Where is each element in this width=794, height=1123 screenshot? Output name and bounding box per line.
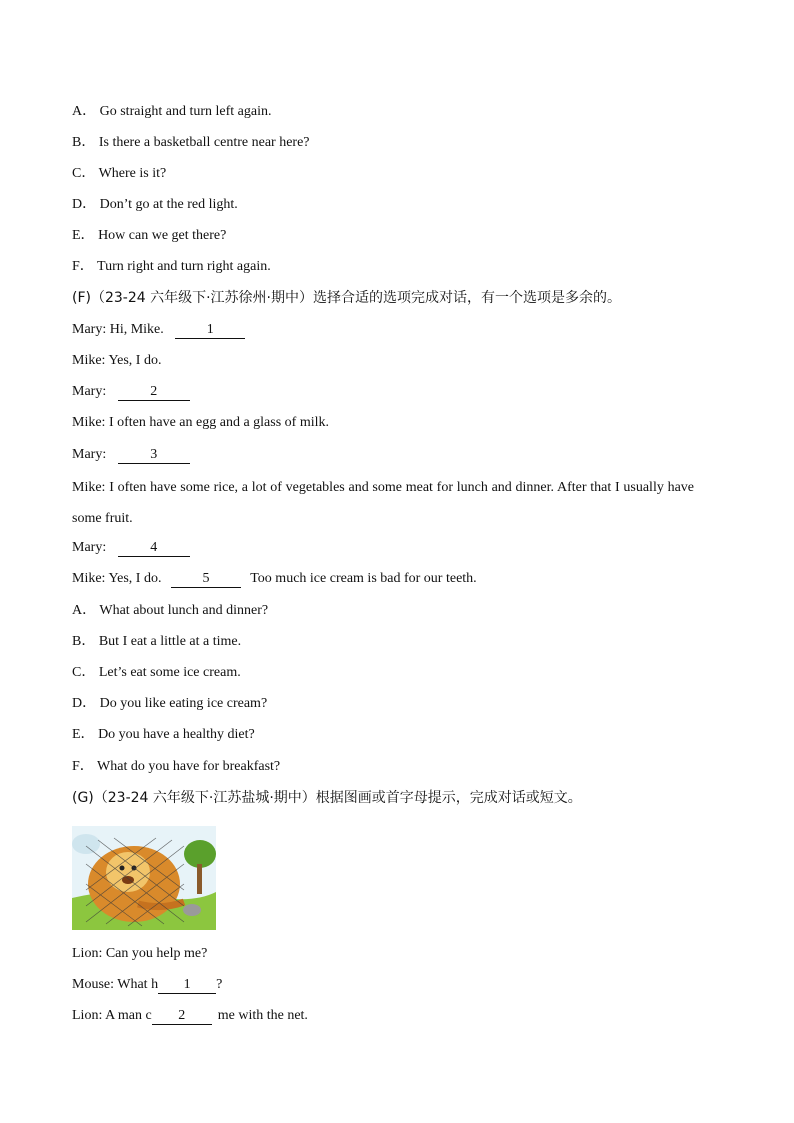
dialogue-line: Mary: Hi, Mike. 1: [72, 320, 245, 340]
answer-blank[interactable]: 3: [118, 447, 190, 464]
dialogue-line: Mike: I often have an egg and a glass of milk.: [72, 415, 329, 430]
dialogue-line: Mary: 3: [72, 445, 190, 465]
answer-blank[interactable]: 5: [171, 571, 241, 588]
option-a: A． What about lunch and dinner?: [72, 603, 269, 618]
option-c: C． Let’s eat some ice cream.: [72, 665, 241, 680]
dialogue-line: Lion: Can you help me?: [72, 946, 208, 961]
answer-blank[interactable]: 4: [118, 540, 190, 557]
lion-in-net-illustration: [72, 826, 216, 930]
dialogue-line: Mike: I often have some rice, a lot of vegetables and some meat for lunch and dinner. After that I usually have some fruit.: [72, 480, 695, 526]
option-f: F． What do you have for breakfast?: [72, 759, 281, 774]
option-d: D． Do you like eating ice cream?: [72, 696, 268, 711]
dialogue-line: Mouse: What h 1 ?: [72, 977, 223, 992]
section-g-heading: (G)（23-24 六年级下·江苏盐城·期中）根据图画或首字母提示，完成对话或短文。: [72, 790, 582, 806]
option-e: E． Do you have a healthy diet?: [72, 727, 255, 742]
dialogue-line: Mike: Yes, I do. 5 Too much ice cream is bad for our teeth.: [72, 571, 477, 586]
option-d: D． Don’t go at the red light.: [72, 197, 238, 212]
section-f-heading: (F)（23-24 六年级下·江苏徐州·期中）选择合适的选项完成对话，有一个选项是多余的。: [72, 290, 622, 306]
answer-blank[interactable]: 2: [118, 384, 190, 401]
option-c: C． Where is it?: [72, 166, 167, 181]
option-e: E． How can we get there?: [72, 228, 227, 243]
option-a: A． Go straight and turn left again.: [72, 104, 272, 119]
option-b: B． But I eat a little at a time.: [72, 634, 242, 649]
option-f: F． Turn right and turn right again.: [72, 259, 271, 274]
answer-blank[interactable]: 2: [152, 1008, 212, 1025]
option-b: B． Is there a basketball centre near here?: [72, 135, 310, 150]
answer-blank[interactable]: 1: [158, 977, 216, 994]
dialogue-line: Mary: 2: [72, 382, 190, 402]
dialogue-line: Lion: A man c 2 me with the net.: [72, 1008, 308, 1023]
dialogue-line: Mary: 4: [72, 538, 190, 558]
answer-blank[interactable]: 1: [175, 322, 245, 339]
dialogue-line: Mike: Yes, I do.: [72, 353, 162, 368]
